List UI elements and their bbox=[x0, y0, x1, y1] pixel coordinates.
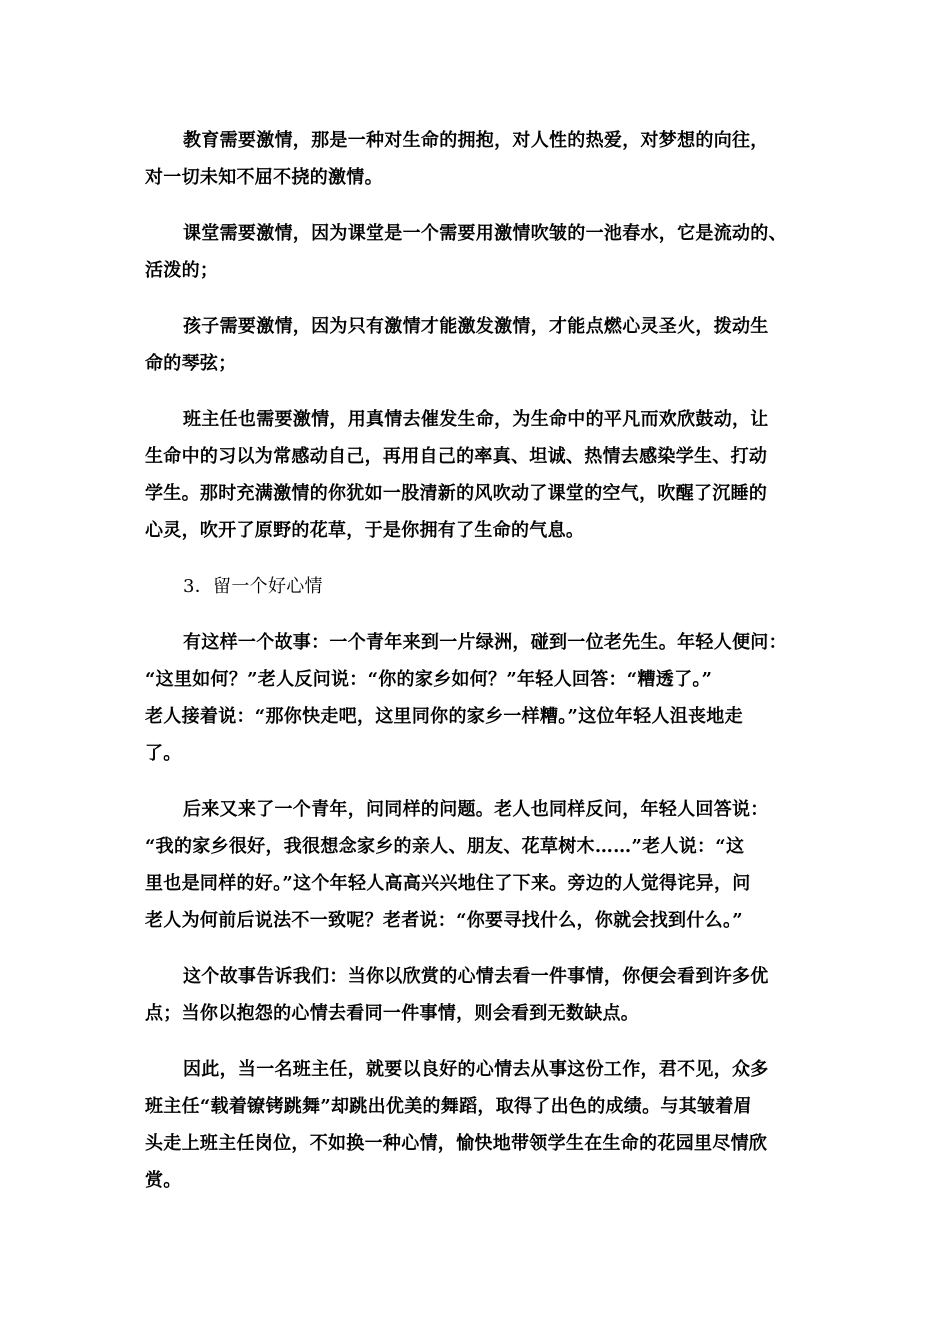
document-body bbox=[145, 122, 805, 1218]
text-line: 课堂需要激情，因为课堂是一个需要用激情吹皱的一池春水，它是流动的、 bbox=[183, 223, 787, 244]
paragraph-conclusion bbox=[145, 1051, 805, 1199]
text-line: 班主任“载着镣铐跳舞”却跳出优美的舞蹈，取得了出色的成绩。与其皱着眉 bbox=[145, 1096, 752, 1117]
text-line: 老人接着说：“那你快走吧，这里同你的家乡一样糟。”这位年轻人沮丧地走 bbox=[145, 706, 743, 727]
text-line: 孩子需要激情，因为只有激情才能激发激情，才能点燃心灵圣火，拨动生 bbox=[183, 316, 769, 337]
paragraph-story-moral bbox=[145, 958, 805, 1032]
text-line: 学生。那时充满激情的你犹如一股清新的风吹动了课堂的空气，吹醒了沉睡的 bbox=[145, 483, 768, 504]
text-line: 头走上班主任岗位，不如换一种心情，愉快地带领学生在生命的花园里尽情欣 bbox=[145, 1133, 768, 1154]
text-line: 教育需要激情，那是一种对生命的拥抱，对人性的热爱，对梦想的向往， bbox=[183, 130, 769, 151]
text-line: 这个故事告诉我们：当你以欣赏的心情去看一件事情，你便会看到许多优 bbox=[183, 966, 769, 987]
paragraph-story-first-youth bbox=[145, 624, 805, 772]
text-line: 对一切未知不屈不挠的激情。 bbox=[145, 167, 383, 188]
text-line: 生命中的习以为常感动自己，再用自己的率真、坦诚、热情去感染学生、打动 bbox=[145, 446, 768, 467]
text-line: “这里如何？”老人反问说：“你的家乡如何？”年轻人回答：“糟透了。” bbox=[145, 669, 713, 690]
text-line: 命的琴弦； bbox=[145, 353, 237, 374]
paragraph-story-second-youth bbox=[145, 791, 805, 939]
paragraph-passion-children bbox=[145, 308, 805, 382]
text-line: 赏。 bbox=[145, 1170, 182, 1191]
text-line: 后来又来了一个青年，问同样的问题。老人也同样反问，年轻人回答说： bbox=[183, 799, 769, 820]
text-line: 有这样一个故事：一个青年来到一片绿洲，碰到一位老先生。年轻人便问： bbox=[183, 632, 787, 653]
text-line: 因此，当一名班主任，就要以良好的心情去从事这份工作，君不见，众多 bbox=[183, 1059, 769, 1080]
text-line: 心灵，吹开了原野的花草，于是你拥有了生命的气息。 bbox=[145, 520, 585, 541]
text-line: 活泼的； bbox=[145, 260, 219, 281]
paragraph-passion-classroom bbox=[145, 215, 805, 289]
section-heading bbox=[145, 568, 805, 605]
text-line: “我的家乡很好，我很想念家乡的亲人、朋友、花草树木……”老人说：“这 bbox=[145, 836, 745, 857]
text-line: 班主任也需要激情，用真情去催发生命，为生命中的平凡而欢欣鼓动，让 bbox=[183, 409, 769, 430]
paragraph-passion-teacher bbox=[145, 401, 805, 549]
text-line: 了。 bbox=[145, 743, 182, 764]
paragraph-passion-education bbox=[145, 122, 805, 196]
text-line: 老人为何前后说法不一致呢？老者说：“你要寻找什么，你就会找到什么。” bbox=[145, 910, 743, 931]
heading-text: 3．留一个好心情 bbox=[183, 576, 323, 597]
text-line: 里也是同样的好。”这个年轻人高高兴兴地住了下来。旁边的人觉得诧异，问 bbox=[145, 873, 751, 894]
text-line: 点；当你以抱怨的心情去看同一件事情，则会看到无数缺点。 bbox=[145, 1003, 640, 1024]
